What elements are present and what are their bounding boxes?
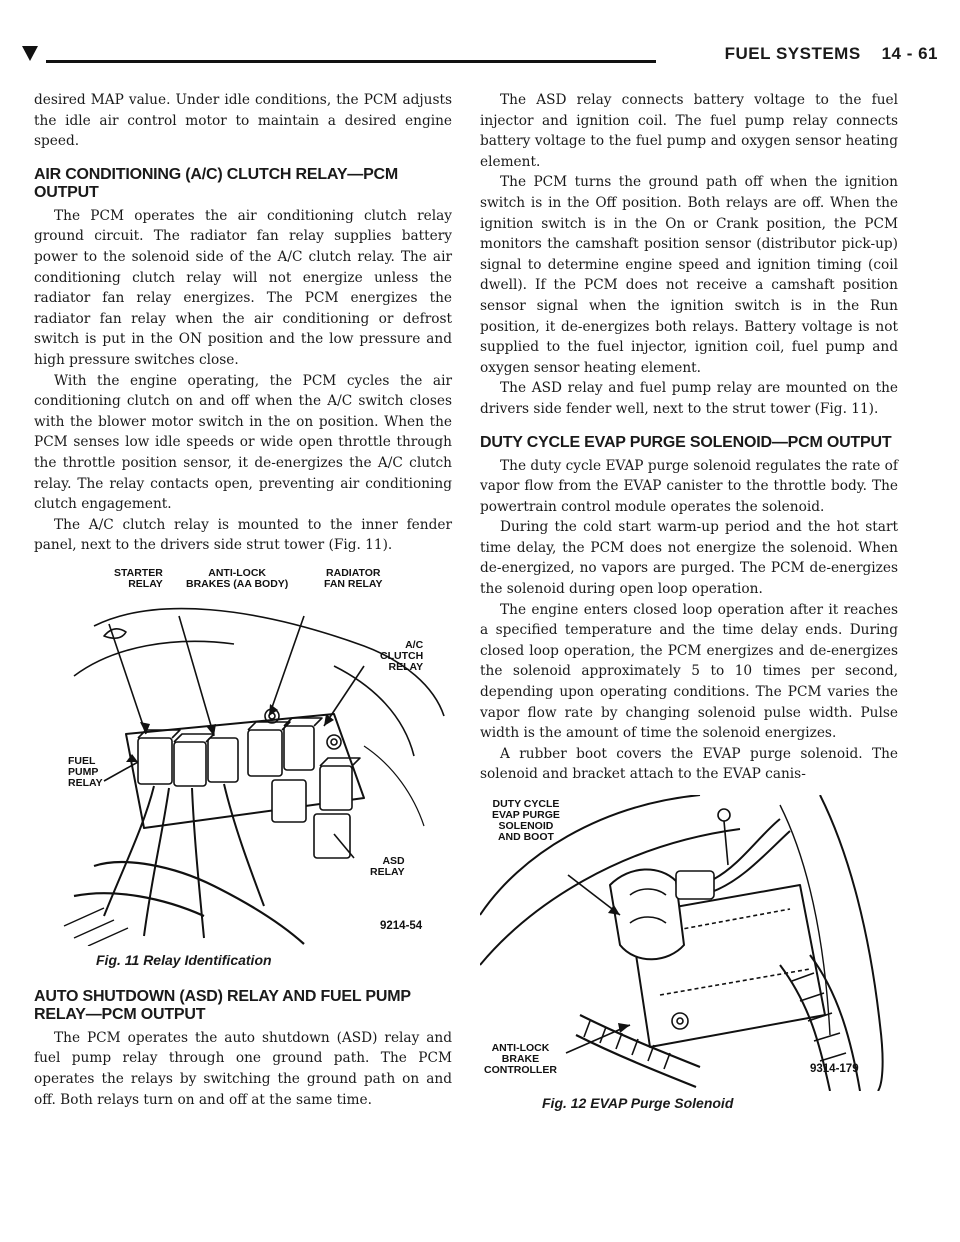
right-column <box>480 90 898 1119</box>
evap-paragraph-2: During the cold start warm-up period and the hot start time delay, the PCM does not energize the solenoid. When de-energized, no vapors are purged. The PCM de-energizes the solenoid during open loop operation. <box>480 519 898 598</box>
section-marker-icon <box>22 46 38 61</box>
figure-11-caption: Fig. 11 Relay Identification <box>96 951 272 968</box>
figure-code-11: 9214-54 <box>380 919 423 932</box>
figure-relay-identification <box>34 566 452 974</box>
ac-paragraph-1: The PCM operates the air conditioning clutch relay ground circuit. The radiator fan relay supplies battery power to the solenoid side of the A/C clutch relay. The air conditioning clutch relay will not energize unless the radiator fan relay energizes. The PCM energizes the radiator fan relay when the air conditioning or defrost switch is put in the ON position and the low pressure and high pressure switches close. <box>34 207 452 368</box>
figure-code-12: 9314-179 <box>810 1063 859 1075</box>
page-title: FUEL SYSTEMS 14 - 61 <box>724 44 938 63</box>
running-header <box>22 38 938 68</box>
figure-evap-purge-solenoid <box>480 795 898 1113</box>
label-antilock-brakes: ANTI-LOCK BRAKES (AA BODY) <box>186 566 289 590</box>
ac-paragraph-2: With the engine operating, the PCM cycles the air conditioning clutch on and off when the A/C switch closes with the blower motor switch in the on position. When the PCM senses low idle speeds or wide open throttle through the throttle position sensor, it de-energizes the A/C clutch relay. The relay contacts open, preventing air conditioning clutch engagement. <box>34 372 452 513</box>
figure-12-caption: Fig. 12 EVAP Purge Solenoid <box>542 1095 734 1111</box>
evap-paragraph-4: A rubber boot covers the EVAP purge solenoid. The solenoid and bracket attach to the EVAP canis- <box>480 745 898 783</box>
evap-paragraph-1: The duty cycle EVAP purge solenoid regulates the rate of vapor flow from the EVAP canister to the throttle body. The powertrain control module operates the solenoid. <box>480 457 898 515</box>
evap-solenoid-heading: DUTY CYCLE EVAP PURGE SOLENOID—PCM OUTPUT <box>480 433 892 451</box>
asd-paragraph-1: The PCM operates the auto shutdown (ASD) relay and fuel pump relay through one ground path. The PCM operates the relays by switching the ground path on and off. Both relays turn on and off at the same time. <box>34 1029 452 1108</box>
evap-paragraph-3: The engine enters closed loop operation after it reaches a specified temperature and the time delay ends. During closed loop operation, the PCM energizes and de-energizes the solenoid approximately 5 to 10 times per second, depending upon operating conditions. The PCM varies the vapor flow rate by changing solenoid pulse width. Pulse width is the amount of time the solenoid energizes. <box>480 601 898 742</box>
ac-paragraph-3: The A/C clutch relay is mounted to the inner fender panel, next to the drivers side strut tower (Fig. 11). <box>34 516 452 554</box>
label-fuel-pump-relay: FUEL PUMP RELAY <box>68 754 103 789</box>
label-radiator-fan-relay: RADIATOR FAN RELAY <box>324 566 383 590</box>
ac-relay-heading: AIR CONDITIONING (A/C) CLUTCH RELAY—PCM OUTPUT <box>34 165 399 201</box>
intro-paragraph: desired MAP value. Under idle conditions, the PCM adjusts the idle air control motor to maintain a desired engine speed. <box>34 92 452 150</box>
asd-paragraph-4: The ASD relay and fuel pump relay are mounted on the drivers side fender well, next to the strut tower (Fig. 11). <box>480 380 898 417</box>
asd-paragraph-3: The PCM turns the ground path off when the ignition switch is in the Off position. Both relays are off. When the ignition switch is in the On or Crank position, the PCM monitors the camshaft position sensor (distributor pick-up) signal to determine engine speed and ignition timing (coil dwell). If the PCM does not receive a camshaft position sensor signal when the ignition switch is in the Run position, it de-energizes both relays. Battery voltage is not supplied to the fuel injector, ignition coil, fuel pump and oxygen sensor heating element. <box>480 174 898 376</box>
left-column <box>34 90 452 1110</box>
label-antilock-brake-controller: ANTI-LOCK BRAKE CONTROLLER <box>484 1042 557 1076</box>
asd-paragraph-2: The ASD relay connects battery voltage to the fuel injector and ignition coil. The fuel pump relay connects battery voltage to the fuel pump and oxygen sensor heating element. <box>480 92 898 170</box>
label-evap-purge-solenoid: DUTY CYCLE EVAP PURGE SOLENOID AND BOOT <box>492 798 560 843</box>
label-starter-relay: STARTER RELAY <box>114 566 163 590</box>
label-ac-clutch-relay: A/C CLUTCH RELAY <box>380 638 424 673</box>
header-rule <box>46 60 656 63</box>
label-asd-relay: ASD RELAY <box>370 854 405 878</box>
asd-relay-heading: AUTO SHUTDOWN (ASD) RELAY AND FUEL PUMP RELAY—PCM OUTPUT <box>34 987 411 1023</box>
